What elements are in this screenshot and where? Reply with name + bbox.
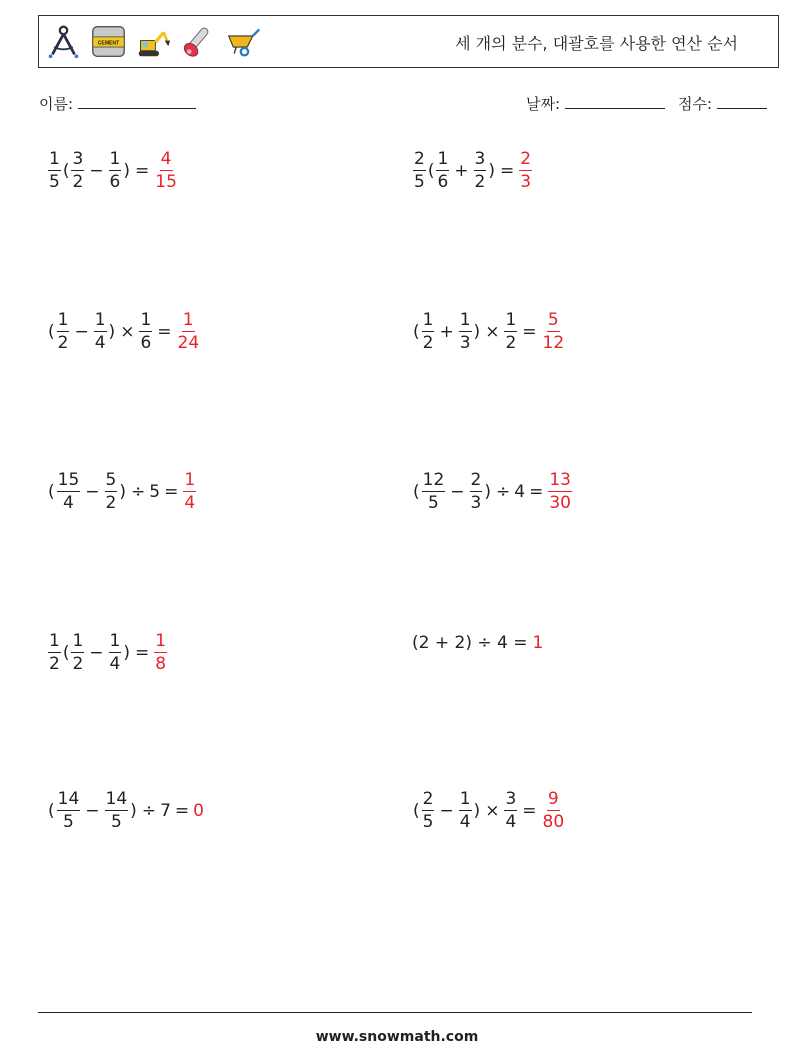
name-blank[interactable] xyxy=(78,95,196,109)
fraction: $\frac{3}{4}$ xyxy=(505,789,517,832)
fraction: $\frac{5}{2}$ xyxy=(105,470,117,513)
operator: − xyxy=(450,482,465,502)
open-paren: ( xyxy=(427,161,435,181)
problem-10 xyxy=(412,786,566,836)
fraction: $\frac{1}{4}$ xyxy=(459,789,471,832)
fraction: $\frac{1}{2}$ xyxy=(422,310,434,353)
footer-url[interactable]: www.snowmath.com xyxy=(315,1029,479,1045)
problem-8 xyxy=(412,618,543,668)
operator: − xyxy=(74,322,89,342)
close-paren: ) xyxy=(484,482,491,502)
open-paren: ( xyxy=(413,322,420,342)
date-label: 날짜: xyxy=(526,95,561,113)
close-paren: ) xyxy=(488,161,496,181)
footer-divider xyxy=(38,1012,752,1013)
fraction: $\frac{1}{6}$ xyxy=(140,310,152,353)
close-paren: ) xyxy=(473,322,481,342)
cement-bag-icon xyxy=(90,23,127,60)
fraction: $\frac{15}{4}$ xyxy=(57,470,80,513)
open-paren: ( xyxy=(62,161,70,181)
operator: − xyxy=(439,801,454,821)
close-paren: ) xyxy=(108,322,116,342)
close-paren: ) xyxy=(473,801,481,821)
equals-sign: = xyxy=(135,161,150,181)
open-paren: ( xyxy=(413,801,420,821)
equals-sign: = xyxy=(157,322,172,342)
operator: − xyxy=(89,161,104,181)
worksheet-header xyxy=(38,15,779,68)
problem-2 xyxy=(412,146,533,196)
answer-fraction: $\frac{9}{80}$ xyxy=(542,789,565,832)
operator: × xyxy=(485,801,500,821)
answer-fraction: $\frac{13}{30}$ xyxy=(549,470,571,513)
fraction: $\frac{1}{4}$ xyxy=(94,310,106,353)
answer-fraction: $\frac{5}{12}$ xyxy=(542,310,565,353)
date-field[interactable] xyxy=(526,93,665,114)
answer-integer: 0 xyxy=(193,801,204,821)
score-blank[interactable] xyxy=(717,95,767,109)
fraction: $\frac{1}{5}$ xyxy=(49,149,60,192)
answer-fraction: $\frac{2}{3}$ xyxy=(520,149,532,192)
problem-3 xyxy=(47,307,201,357)
name-field[interactable] xyxy=(39,93,196,114)
fraction: $\frac{1}{2}$ xyxy=(49,631,60,674)
fraction: $\frac{2}{5}$ xyxy=(414,149,425,192)
worksheet-title: 세 개의 분수, 대괄호를 사용한 연산 순서 xyxy=(455,34,738,53)
fraction: $\frac{2}{3}$ xyxy=(470,470,482,513)
answer-fraction: $\frac{4}{15}$ xyxy=(155,149,177,192)
operator: + xyxy=(439,322,454,342)
integer-operand: 7 xyxy=(160,801,171,821)
cement-label: CEMENT xyxy=(97,40,120,47)
operator: + xyxy=(454,161,469,181)
fraction: $\frac{12}{5}$ xyxy=(422,470,445,513)
fraction: $\frac{1}{2}$ xyxy=(72,631,84,674)
fraction: $\frac{3}{2}$ xyxy=(72,149,84,192)
equals-sign: = xyxy=(522,322,537,342)
open-paren: ( xyxy=(48,482,55,502)
answer-integer: 1 xyxy=(532,633,544,653)
answer-fraction: $\frac{1}{8}$ xyxy=(155,631,167,674)
fraction: $\frac{1}{2}$ xyxy=(505,310,517,353)
chainsaw-icon xyxy=(180,23,217,60)
open-paren: ( xyxy=(413,482,420,502)
equals-sign: = xyxy=(164,482,179,502)
open-paren: ( xyxy=(62,643,70,663)
score-field[interactable] xyxy=(678,93,767,114)
problem-5 xyxy=(47,467,197,517)
fraction: $\frac{14}{5}$ xyxy=(57,789,80,832)
operator: − xyxy=(85,482,100,502)
open-paren: ( xyxy=(48,801,55,821)
equals-sign: = xyxy=(135,643,150,663)
operator: − xyxy=(89,643,104,663)
fraction: $\frac{1}{6}$ xyxy=(437,149,449,192)
operator: ÷ xyxy=(131,482,146,502)
fraction: $\frac{3}{2}$ xyxy=(474,149,486,192)
fraction: $\frac{2}{5}$ xyxy=(422,789,434,832)
close-paren: ) xyxy=(123,643,131,663)
operator: − xyxy=(85,801,100,821)
open-paren: ( xyxy=(48,322,55,342)
name-label: 이름: xyxy=(39,95,74,113)
expression: (2 + 2) ÷ 4 = xyxy=(412,633,528,653)
fraction: $\frac{14}{5}$ xyxy=(105,789,128,832)
operator: ÷ xyxy=(496,482,511,502)
problem-9 xyxy=(47,786,204,836)
answer-fraction: $\frac{1}{24}$ xyxy=(177,310,200,353)
close-paren: ) xyxy=(130,801,137,821)
score-label: 점수: xyxy=(678,95,713,113)
fraction: $\frac{1}{2}$ xyxy=(57,310,69,353)
problem-1 xyxy=(47,146,179,196)
integer-operand: 5 xyxy=(149,482,161,502)
wheelbarrow-icon xyxy=(225,23,262,60)
equals-sign: = xyxy=(529,482,544,502)
operator: × xyxy=(120,322,135,342)
excavator-icon xyxy=(135,23,172,60)
problem-7 xyxy=(47,628,168,678)
header-icons xyxy=(45,23,262,60)
fraction: $\frac{1}{6}$ xyxy=(109,149,121,192)
operator: × xyxy=(485,322,500,342)
close-paren: ) xyxy=(119,482,126,502)
problem-6 xyxy=(412,467,573,517)
answer-fraction: $\frac{1}{4}$ xyxy=(184,470,196,513)
integer-operand: 4 xyxy=(514,482,526,502)
problem-4 xyxy=(412,307,566,357)
fraction: $\frac{1}{4}$ xyxy=(109,631,121,674)
close-paren: ) xyxy=(123,161,131,181)
equals-sign: = xyxy=(500,161,515,181)
date-blank[interactable] xyxy=(565,95,665,109)
equals-sign: = xyxy=(174,801,190,821)
equals-sign: = xyxy=(522,801,537,821)
operator: ÷ xyxy=(141,801,157,821)
compass-icon xyxy=(45,23,82,60)
fraction: $\frac{1}{3}$ xyxy=(459,310,471,353)
